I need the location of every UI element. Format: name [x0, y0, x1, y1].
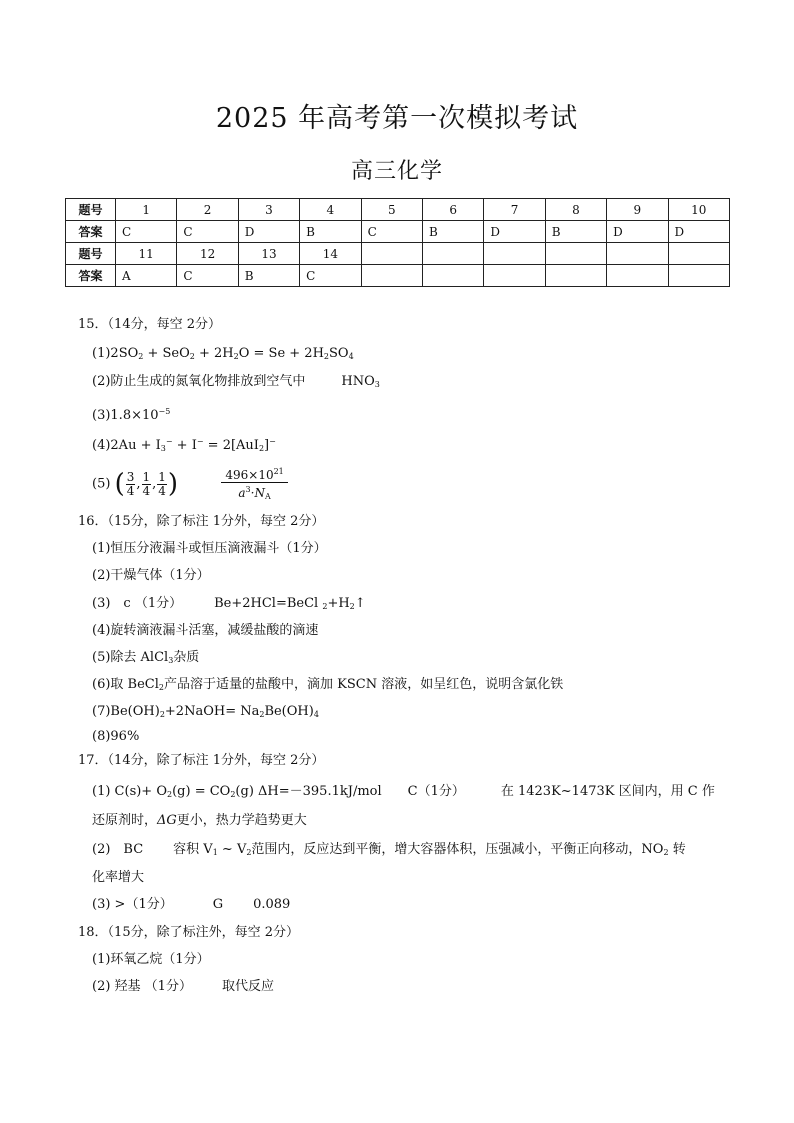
answer-table-cell: B [300, 221, 361, 243]
q16-l3-c-sub: 2 [349, 602, 355, 611]
answer-table-cell: B [422, 221, 483, 243]
q16-line-5 [92, 649, 199, 670]
q16-line-1: (1)恒压分液漏斗或恒压滴液漏斗（1分） [92, 541, 327, 556]
q15-heading: 15．（14分，每空 2分） [78, 317, 221, 332]
q15-l1-d: O = Se + 2H [238, 346, 324, 361]
q15-line-1 [92, 345, 354, 366]
q15-l1-a: 2SO [110, 346, 139, 361]
q16-line-2: (2)干燥气体（1分） [92, 568, 210, 583]
q15-l2-answer-sub: 3 [374, 380, 380, 389]
q15-line-5: (5) ( $\frac{3}{4}$ , $\frac{1}{4}$ , $\frac{1}{4}$ ) $\frac{496\times 10^{21}}{a^3\cdot N_A}$ [92, 465, 289, 503]
answer-table-cell: 7 [484, 199, 545, 221]
q15-l1-b: + SeO [143, 346, 190, 361]
q16-l7-sub-2: 2 [259, 710, 265, 719]
q16-heading: 16．（15分，除了标注 1分外，每空 2分） [78, 514, 325, 529]
q16-l6-b: 产品溶于适量的盐酸中，滴加 KSCN 溶液，如呈红色，说明含氯化铁 [164, 677, 564, 692]
q15-l4-d-sup: − [269, 437, 276, 446]
answer-table-cell: 1 [116, 199, 177, 221]
q17-l5-a: (3) >（1分） [92, 897, 173, 912]
q16-l7-sub-3: 4 [313, 710, 319, 719]
q16-line-6 [92, 676, 563, 697]
q15-l1-a-sub: 2 [138, 352, 144, 361]
q17-line-4: 化率增大 [92, 870, 145, 885]
answer-table-cell: C [116, 221, 177, 243]
answer-table-cell: 13 [238, 243, 299, 265]
q15-l4-c-sub: 2 [258, 444, 265, 453]
answer-table-cell: 2 [177, 199, 238, 221]
answer-table-cell: C [300, 265, 361, 287]
answer-table-cell: D [484, 221, 545, 243]
q16-line-7 [92, 703, 319, 724]
q17-l2-a: 还原剂时， [92, 813, 158, 828]
answer-table-cell: 11 [116, 243, 177, 265]
answer-table-cell: D [668, 221, 729, 243]
q15-density-fraction: $\frac{496\times 10^{21}}{a^3\cdot N_A}$ [221, 465, 287, 503]
q15-l2-answer: HNO [341, 374, 375, 389]
q16-l7-sub-1: 2 [159, 710, 165, 719]
q17-l3-c: ~ V [217, 842, 247, 857]
q17-line-1 [92, 783, 715, 804]
q16-l3-b: Be+2HCl=BeCl [214, 596, 323, 611]
q18-l2-b: 取代反应 [221, 979, 274, 994]
q16-l3-d: ↑ [354, 596, 366, 611]
q16-l3-a: (3) c （1分） [92, 596, 183, 611]
answer-table-cell: 9 [607, 199, 668, 221]
q17-heading: 17．（14分，除了标注 1分外，每空 2分） [78, 753, 325, 768]
page-title: 2025 年高考第一次模拟考试 [215, 103, 579, 134]
q15-l4-c: = 2[AuI [203, 438, 259, 453]
q15-l4-a: (4)2Au + I [92, 438, 161, 453]
q15-l1-c: + 2H [194, 346, 234, 361]
q16-l7-c: Be(OH) [264, 704, 314, 719]
q18-l2-a: (2) 羟基 （1分） [92, 979, 192, 994]
q15-fraction-2: $\frac{1}{4}$ [142, 469, 151, 498]
q15-l2-text: (2)防止生成的氮氧化物排放到空气中 [92, 374, 306, 389]
answer-table-cell: D [238, 221, 299, 243]
q17-l1-sub-2: 2 [230, 790, 236, 799]
q16-l6-a: (6)取 BeCl [92, 677, 159, 692]
q17-line-5 [92, 896, 290, 914]
q16-l3-c: +H [327, 596, 350, 611]
q17-l2-b: 更小，热力学趋势更大 [176, 813, 307, 828]
q15-l4-b: + I [172, 438, 197, 453]
q15-l4-b-sup: − [196, 437, 204, 446]
answer-table-cell: A [116, 265, 177, 287]
q15-fraction-1: $\frac{3}{4}$ [126, 469, 135, 498]
q17-l1-b: (g) = CO [172, 784, 231, 799]
answer-table-row-header: 题号 [66, 199, 116, 221]
q15-l4-a-sub: 3 [160, 444, 166, 453]
q17-l1-e: 在 1423K~1473K 区间内，用 C 作 [500, 784, 715, 799]
q16-line-8: (8)96% [92, 729, 140, 744]
q16-l5-b: 杂质 [173, 650, 200, 665]
q16-l3-b-sub: 2 [322, 602, 328, 611]
q17-l1-sub-1: 2 [167, 790, 173, 799]
q17-l2-delta-g: ΔG [157, 813, 177, 828]
answer-table-row-header: 答案 [66, 221, 116, 243]
q17-l3-sub-2: 2 [246, 848, 252, 857]
q17-l1-d: C（1分） [407, 784, 465, 799]
q16-l5-sub: 3 [168, 656, 174, 665]
q17-line-3 [92, 841, 686, 862]
q16-l7-b: +2NaOH= Na [164, 704, 260, 719]
q15-l3-sup: −5 [158, 407, 171, 416]
answer-table-cell: 8 [545, 199, 606, 221]
q18-line-1: (1)环氧乙烷（1分） [92, 952, 210, 967]
q17-l3-sub-1: 1 [212, 848, 218, 857]
answer-table-cell: C [177, 221, 238, 243]
q17-l3-d: 范围内，反应达到平衡，增大容器体积，压强减小，平衡正向移动，NO [251, 842, 664, 857]
q17-l3-sub-3: 2 [663, 848, 669, 857]
q17-l5-b: G [212, 897, 224, 912]
answer-table-cell: 6 [422, 199, 483, 221]
q18-line-2 [92, 978, 274, 996]
q17-l3-a: (2) BC [92, 842, 144, 857]
q17-line-2 [92, 812, 307, 830]
q16-l5-a: (5)除去 AlCl [92, 650, 169, 665]
q16-line-4: (4)旋转滴液漏斗活塞，减缓盐酸的滴速 [92, 623, 319, 638]
q15-l4-d: ] [264, 438, 270, 453]
answer-table-cell: 14 [300, 243, 361, 265]
q17-l1-c: (g) ΔH=－395.1kJ/mol [235, 784, 382, 799]
q15-l1-label: (1) [92, 346, 111, 361]
answer-table-cell: C [177, 265, 238, 287]
q15-l5-label: (5) [92, 476, 111, 492]
answer-table-cell: B [545, 221, 606, 243]
answer-table-cell: 10 [668, 199, 729, 221]
q15-fraction-3: $\frac{1}{4}$ [158, 469, 166, 498]
page-subtitle: 高三化学 [350, 159, 443, 184]
q17-l5-c: 0.089 [253, 897, 291, 912]
answer-table-cell: B [238, 265, 299, 287]
q16-l7-a: (7)Be(OH) [92, 704, 160, 719]
q15-l1-b-sub: 2 [189, 352, 195, 361]
answer-table-cell: C [361, 221, 422, 243]
q15-l1-c-sub: 2 [233, 352, 239, 361]
answer-table-cell: 12 [177, 243, 238, 265]
answer-table-row-header: 题号 [66, 243, 116, 265]
q16-line-3 [92, 595, 366, 616]
answer-table-row-header: 答案 [66, 265, 116, 287]
q16-l6-sub: 2 [158, 683, 164, 692]
q17-l1-a: (1) C(s)+ O [92, 784, 167, 799]
q15-l1-e: SO [329, 346, 349, 361]
q15-l1-d-sub: 2 [323, 352, 330, 361]
q17-l3-b: 容积 V [173, 842, 213, 857]
q15-l4-a-sup: − [165, 437, 173, 446]
q15-line-4 [92, 433, 276, 458]
q18-heading: 18．（15分，除了标注外，每空 2分） [78, 925, 299, 940]
q17-l3-e: 转 [668, 842, 686, 857]
q15-line-3 [92, 403, 170, 425]
q15-l1-e-sub: 4 [348, 352, 354, 361]
answer-table-cell: D [607, 221, 668, 243]
answer-table-cell: 5 [361, 199, 422, 221]
q15-l3-text: (3)1.8×10 [92, 408, 159, 423]
answer-table-cell: 4 [300, 199, 361, 221]
q15-line-2 [92, 373, 380, 394]
answer-table-cell: 3 [238, 199, 299, 221]
